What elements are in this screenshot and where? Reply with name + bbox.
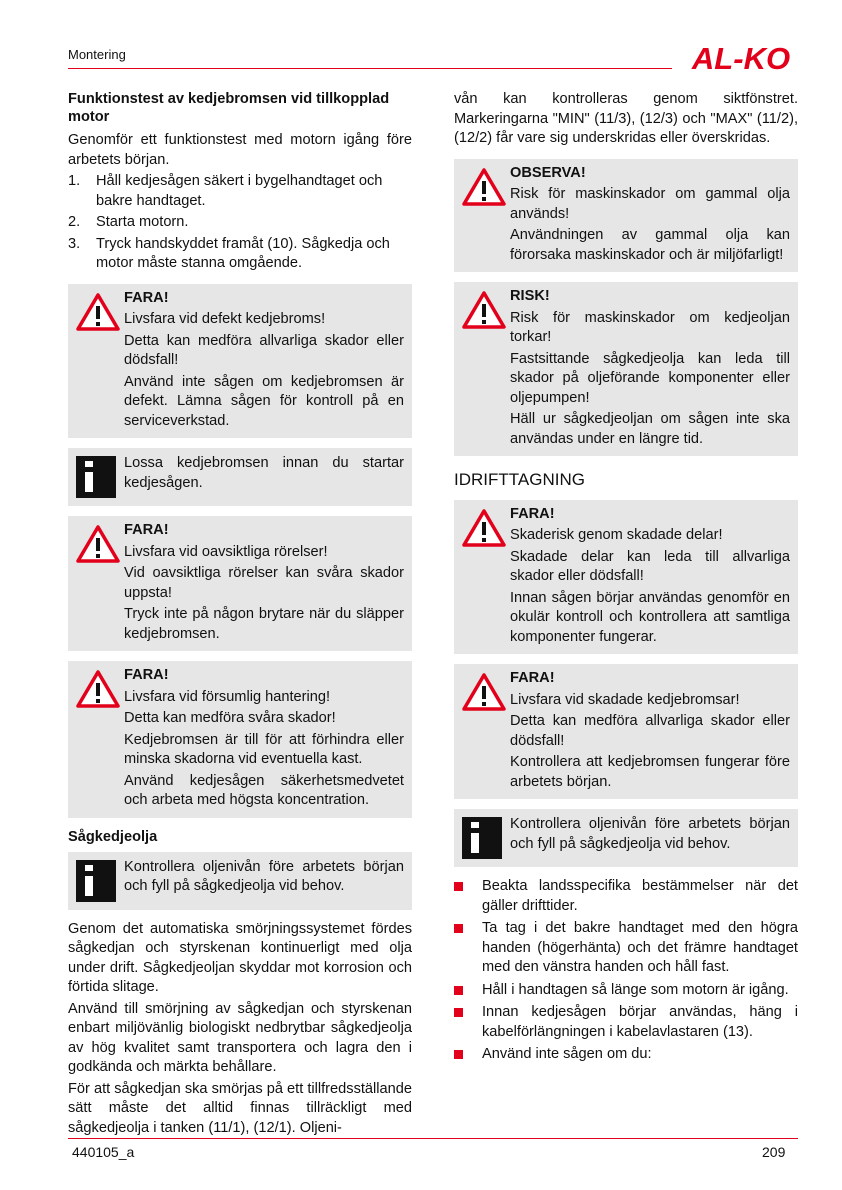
list-item: Använd inte sågen om du:: [454, 1045, 798, 1065]
danger-box: FARA! Skaderisk genom skadade delar! Skadade delar kan leda till allvarliga skador eller dödsfall! Innan sågen börjar användas genomför en okulär kontroll och kontrollera att samtliga komponenter fungerar.: [454, 500, 798, 655]
document-code: 440105_a: [72, 1144, 135, 1160]
list-item: Håll i handtagen så länge som motorn är igång.: [454, 981, 798, 1001]
running-header: Montering: [68, 47, 126, 62]
danger-box: FARA! Livsfara vid oavsiktliga rörelser! Vid oavsiktliga rörelser kan svåra skador uppsta! Tryck inte på någon brytare när du släpper kedjebromsen.: [68, 516, 412, 651]
list-item: 3. Tryck handskyddet framåt (10). Sågkedja och motor måste stanna omgående.: [68, 235, 390, 271]
test-heading: Funktionstest av kedjebromsen vid tillkopplad motor: [68, 91, 390, 125]
danger-box: FARA! Livsfara vid försumlig hantering! Detta kan medföra svåra skador! Kedjebromsen är till för att förhindra eller minska skadorna vid eventuella kast. Använd kedjesågen säkerhetsmedvetet och arbeta med högsta koncentration.: [68, 661, 412, 818]
warning-triangle-icon: [462, 672, 506, 712]
oil-paragraph: För att sågkedjan ska smörjas på ett tillfredsställande sätt måste det alltid finnas tillräckligt med sågkedjeolja i tanken (11/1), (12/1). Oljeni-: [68, 1080, 412, 1136]
alko-logo: [682, 44, 800, 72]
list-item: 2. Starta motorn.: [68, 214, 189, 230]
info-icon: [76, 456, 116, 498]
risk-box: RISK! Risk för maskinskador om kedjeoljan torkar! Fastsittande sågkedjeolja kan leda till skador på oljeförande komponenter eller oljepumpen! Häll ur sågkedjeoljan om sågen inte ska användas under en längre tid.: [454, 282, 798, 456]
brand-text: AL-KO: [691, 44, 791, 72]
page-number: 209: [762, 1144, 786, 1160]
right-column: [454, 90, 798, 1068]
danger-box: FARA! Livsfara vid skadade kedjebromsar! Detta kan medföra allvarliga skador eller dödsfall! Kontrollera att kedjebromsen fungerar före arbetets början.: [454, 664, 798, 799]
oil-paragraph: Genom det automatiska smörjningssystemet fördes sågkedjan och styrskenan kontinuerligt med olja under drift. Sågkedjeoljan skyddar mot korrosion och förtida slitage.: [68, 920, 412, 995]
footer-rule: [68, 1138, 798, 1139]
oil-paragraph: Använd till smörjning av sågkedjan och styrskenan enbart miljövänlig biologiskt nedbrytbar sågkedjeolja av hög kvalitet samt transportera och lagra den i godkända och märkta behållare.: [68, 1000, 412, 1075]
section-heading: IDRIFTTAGNING: [454, 470, 585, 489]
header-rule: [68, 68, 672, 69]
box-title: FARA!: [124, 667, 169, 683]
info-icon: [462, 817, 502, 859]
box-title: FARA!: [510, 670, 555, 686]
box-title: FARA!: [124, 522, 169, 538]
steps-list: [68, 172, 412, 274]
list-item: Ta tag i det bakre handtaget med den högra handen (högerhänta) och det främre handtaget med den vänstra handen och håll fast.: [454, 919, 798, 978]
warning-triangle-icon: [76, 669, 120, 709]
left-column: [68, 90, 412, 1140]
list-item: 1. Håll kedjesågen säkert i bygelhandtaget och bakre handtaget.: [68, 173, 383, 209]
warning-triangle-icon: [76, 524, 120, 564]
oil-heading: Sågkedjeolja: [68, 828, 158, 845]
oil-paragraph-cont: vån kan kontrolleras genom siktfönstret. Markeringarna "MIN" (11/3), (12/3) och "MAX" (11/2), (12/2) får vare sig underskridas eller överskridas.: [454, 91, 798, 146]
box-title: RISK!: [510, 288, 550, 304]
warning-triangle-icon: [462, 167, 506, 207]
info-box: Lossa kedjebromsen innan du startar kedjesågen.: [68, 448, 412, 506]
box-title: FARA!: [124, 289, 169, 306]
warning-triangle-icon: [76, 292, 120, 332]
list-item: Innan kedjesågen börjar användas, häng i kabelförlängningen i kabelavlastaren (13).: [454, 1003, 798, 1042]
list-item: Beakta landsspecifika bestämmelser när det gäller drifttider.: [454, 877, 798, 916]
bullet-list: [454, 877, 798, 1065]
notice-box: OBSERVA! Risk för maskinskador om gammal olja används! Användningen av gammal olja kan förorsaka maskinskador och är miljöfarligt!: [454, 159, 798, 273]
info-box: Kontrollera oljenivån före arbetets början och fyll på sågkedjeolja vid behov.: [454, 809, 798, 867]
test-intro: Genomför ett funktionstest med motorn igång före arbetets början.: [68, 132, 412, 168]
box-title: OBSERVA!: [510, 164, 586, 181]
box-title: FARA!: [510, 505, 555, 522]
danger-box: FARA! Livsfara vid defekt kedjebroms! Detta kan medföra allvarliga skador eller dödsfall! Använd inte sågen om kedjebromsen är defekt. Lämna sågen för kontroll på en serviceverkstad.: [68, 284, 412, 439]
info-icon: [76, 860, 116, 902]
info-box: Kontrollera oljenivån före arbetets början och fyll på sågkedjeolja vid behov.: [68, 852, 412, 910]
warning-triangle-icon: [462, 290, 506, 330]
warning-triangle-icon: [462, 508, 506, 548]
